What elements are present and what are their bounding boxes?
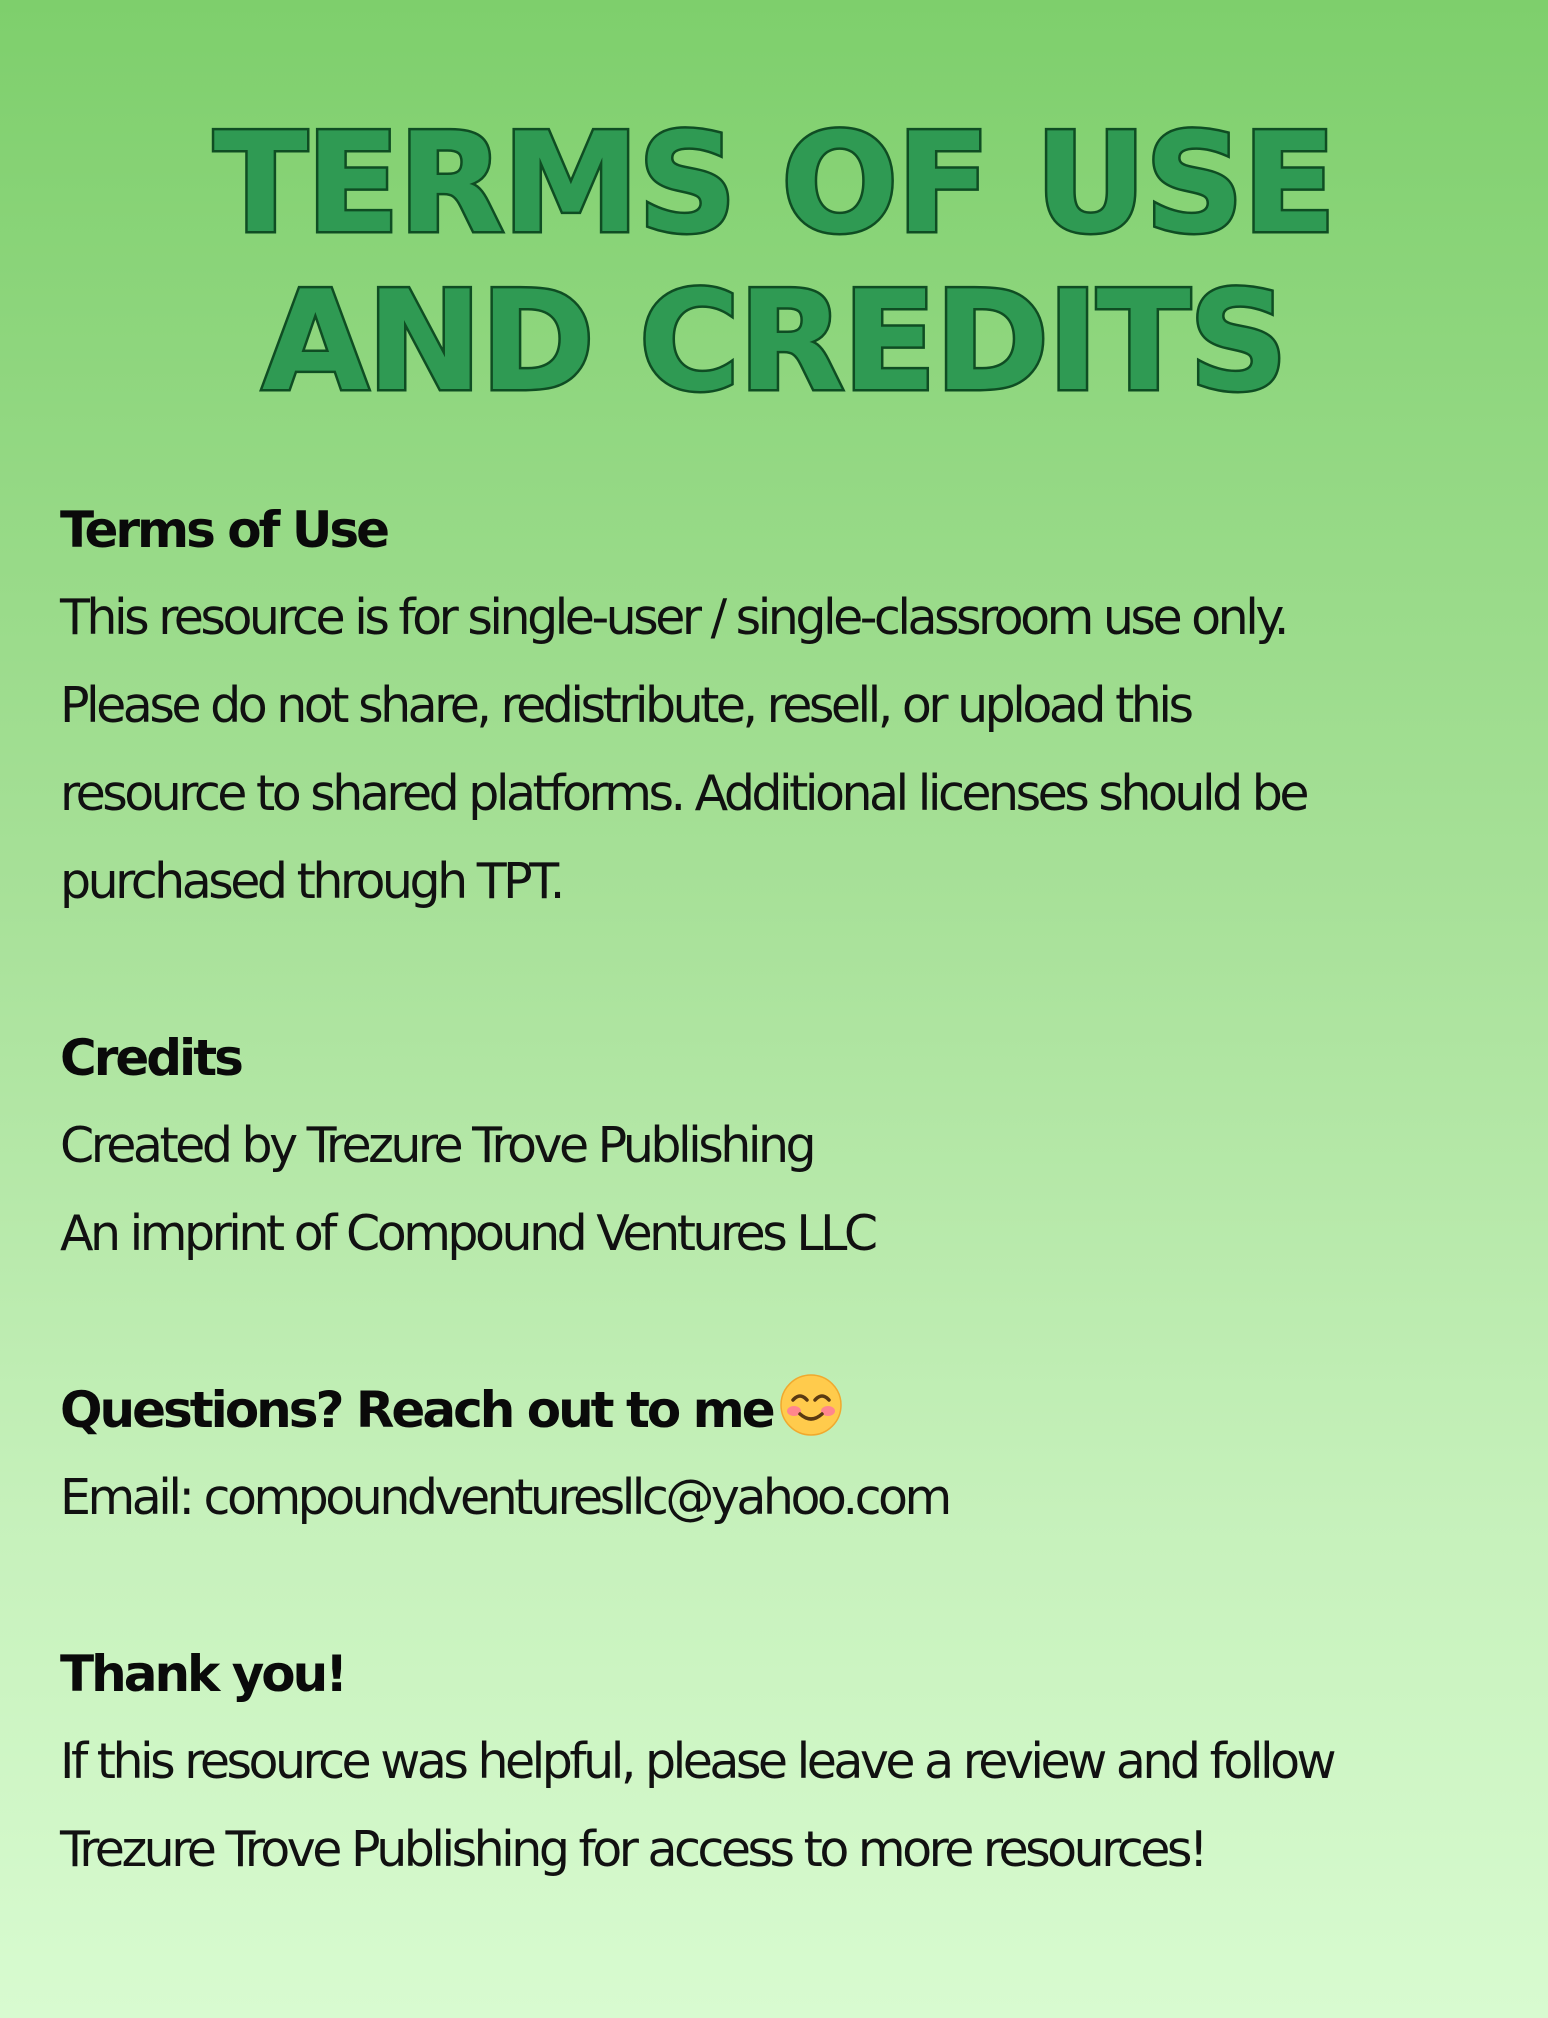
thank-you-text bbox=[60, 1718, 1490, 1894]
page-title-line-1: TERMS OF USE bbox=[213, 103, 1335, 264]
credits-line-1: Created by Trezure Trove Publishing bbox=[60, 1117, 814, 1174]
credits-line-2: An imprint of Compound Ventures LLC bbox=[60, 1205, 875, 1262]
credits-text bbox=[60, 1102, 1490, 1278]
thank-you-heading: Thank you! bbox=[60, 1645, 346, 1703]
questions-section bbox=[60, 1366, 1490, 1542]
credits-section bbox=[60, 1014, 1490, 1278]
thank-you-section bbox=[60, 1630, 1490, 1894]
email-line[interactable]: Email: compoundventuresllc@yahoo.com bbox=[60, 1469, 949, 1526]
page-title bbox=[0, 105, 1548, 421]
smiling-face-icon bbox=[779, 1373, 843, 1437]
terms-of-use-text bbox=[60, 574, 1490, 926]
terms-of-use-section bbox=[60, 486, 1490, 926]
thanks-line-2: Trezure Trove Publishing for access to more resources! bbox=[60, 1821, 1206, 1878]
questions-heading-text: Questions? Reach out to me bbox=[60, 1381, 773, 1439]
questions-heading bbox=[60, 1366, 1490, 1454]
terms-line-3: resource to shared platforms. Additional licenses should be bbox=[60, 765, 1307, 822]
thanks-line-1: If this resource was helpful, please leave a review and follow bbox=[60, 1733, 1334, 1790]
terms-line-2: Please do not share, redistribute, resell, or upload this bbox=[60, 677, 1191, 734]
terms-of-use-heading: Terms of Use bbox=[60, 501, 388, 559]
credits-heading: Credits bbox=[60, 1029, 241, 1087]
questions-text bbox=[60, 1454, 1490, 1542]
page-title-line-2: AND CREDITS bbox=[261, 261, 1287, 422]
terms-line-1: This resource is for single-user / single-classroom use only. bbox=[60, 589, 1286, 646]
terms-line-4: purchased through TPT. bbox=[60, 853, 562, 910]
